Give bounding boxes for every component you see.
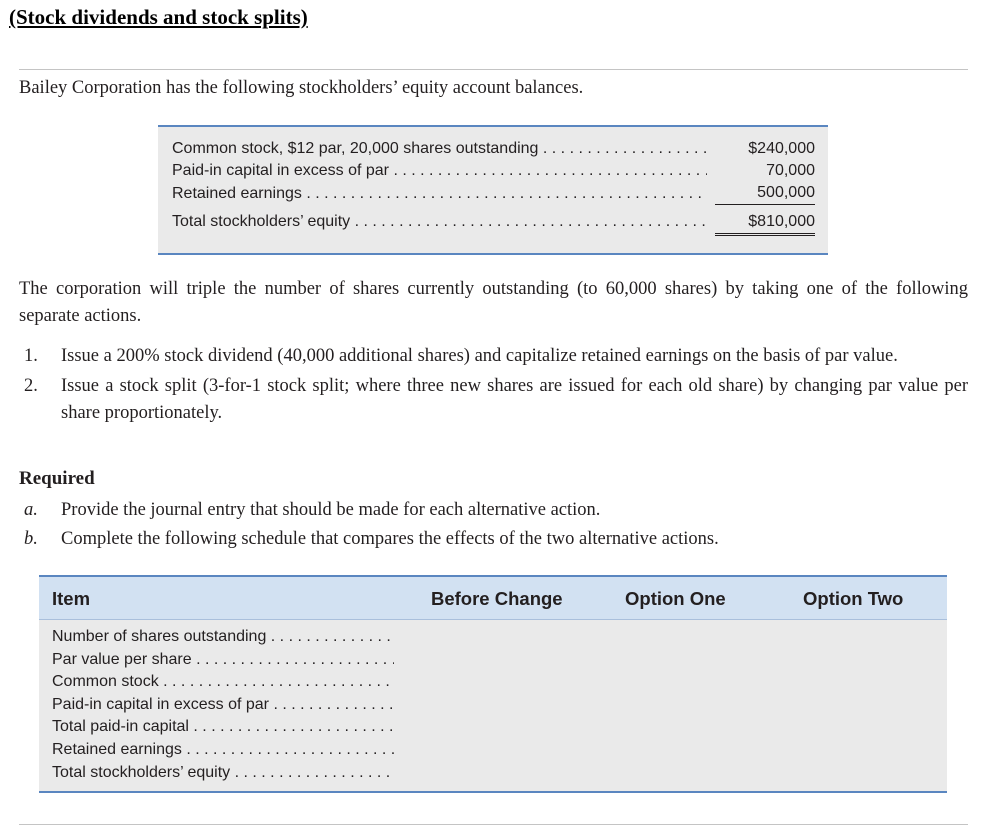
schedule-row-label: Retained earnings . . . (52, 739, 394, 762)
list-letter: a. (24, 500, 38, 520)
actions-intro-text: The corporation will triple the number of shares currently outstanding (to 60,000 shares) by taking one of the following separate actions. (19, 279, 968, 326)
comparison-schedule (39, 575, 947, 793)
column-header-option-two: Option Two (803, 588, 904, 609)
schedule-row-label: Total stockholders’ equity . . . (52, 762, 394, 785)
schedule-row-label: Common stock . . . (52, 671, 394, 694)
schedule-row-label: Total paid-in capital . . . (52, 716, 394, 739)
schedule-row-label: Par value per share . . . (52, 649, 394, 672)
balance-row-total-equity (172, 211, 815, 233)
intro-text: Bailey Corporation has the following stockholders’ equity account balances. (19, 78, 584, 98)
list-number: 1. (24, 346, 38, 366)
list-text: Issue a 200% stock dividend (40,000 additional shares) and capitalize retained earnings on the basis of par value. (61, 346, 898, 366)
required-heading: Required (19, 468, 95, 489)
balance-label: Common stock, $12 par, 20,000 shares outstanding . . . (172, 138, 707, 160)
actions-list (19, 343, 968, 430)
column-header-before-change: Before Change (431, 588, 563, 609)
list-item (19, 343, 968, 370)
list-text: Complete the following schedule that compares the effects of the two alternative actions. (61, 529, 719, 549)
column-header-item: Item (52, 588, 91, 609)
list-number: 2. (24, 376, 38, 396)
balance-label: Paid-in capital in excess of par . . . (172, 160, 707, 182)
balance-value: $240,000 (748, 140, 815, 157)
bottom-divider (19, 824, 968, 825)
list-text: Provide the journal entry that should be made for each alternative action. (61, 500, 601, 520)
balance-row-retained-earnings (172, 183, 815, 205)
schedule-rows (52, 626, 394, 784)
balance-label: Total stockholders’ equity . . . (172, 211, 707, 233)
top-divider (19, 69, 968, 70)
list-item (19, 525, 719, 554)
balance-label: Retained earnings . . . (172, 183, 707, 205)
page-title: (Stock dividends and stock splits) (9, 5, 308, 29)
required-list (19, 496, 719, 554)
list-item (19, 373, 968, 427)
schedule-header-row (39, 577, 947, 620)
list-text: Issue a stock split (3-for-1 stock split; where three new shares are issued for each old share) by changing par value per share proportionately. (61, 376, 968, 423)
list-item (19, 496, 719, 525)
balance-value: 70,000 (766, 162, 815, 179)
schedule-row-label: Number of shares outstanding . . . (52, 626, 394, 649)
balance-value: $810,000 (715, 211, 815, 236)
balance-row-paid-in-capital (172, 160, 815, 182)
balance-row-common-stock (172, 138, 815, 160)
balance-table (158, 125, 828, 255)
list-letter: b. (24, 529, 38, 549)
balance-value: 500,000 (715, 183, 815, 205)
column-header-option-one: Option One (625, 588, 726, 609)
schedule-row-label: Paid-in capital in excess of par . . . (52, 694, 394, 717)
